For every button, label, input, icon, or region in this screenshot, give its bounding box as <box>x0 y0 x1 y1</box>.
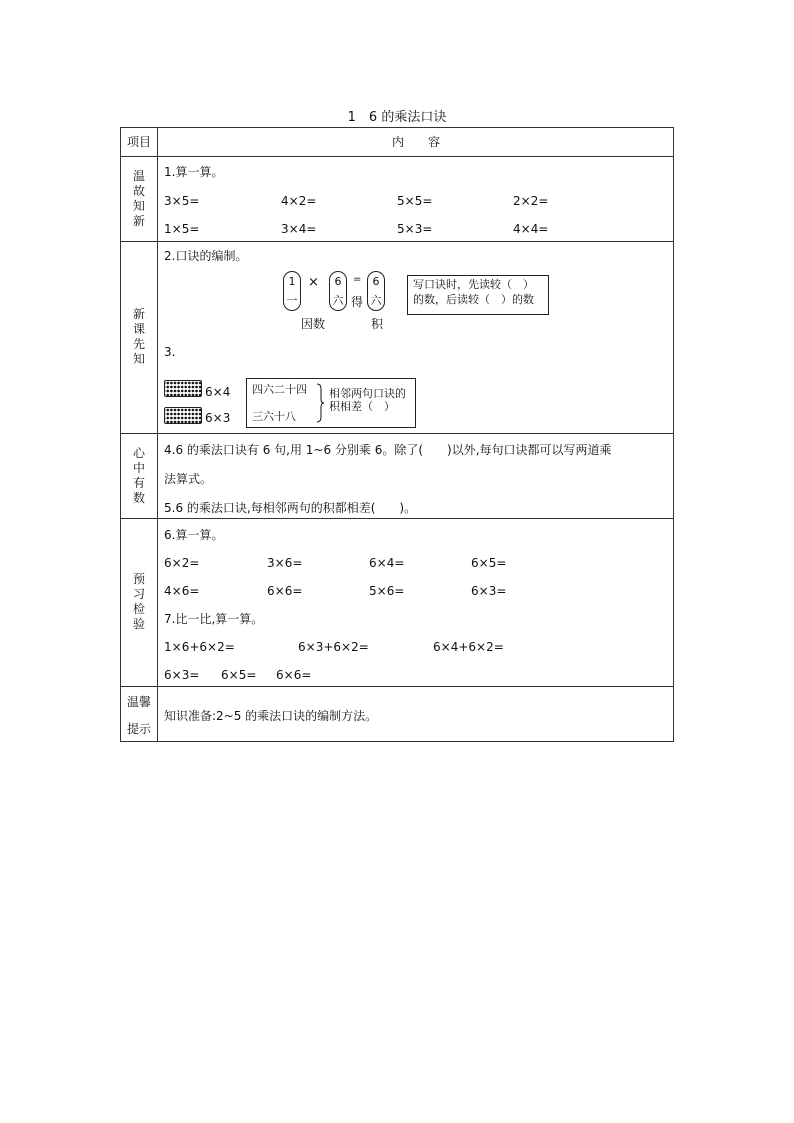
rhyme-line-1: 四六二十四 <box>252 383 307 396</box>
tip-label-bottom: 提示 <box>126 722 151 736</box>
factor-2-pill: 6 六 <box>329 271 347 311</box>
warmup-problem: 4×2= <box>281 194 317 208</box>
compare-problem: 6×3+6×2= <box>298 640 369 654</box>
warmup-problem: 4×4= <box>513 222 549 236</box>
question-4-line-2: 法算式。 <box>164 472 213 486</box>
row-divider <box>121 686 673 687</box>
warmup-problem: 3×5= <box>164 194 200 208</box>
factor-1-pill: 1 一 <box>283 271 301 311</box>
row-divider <box>121 156 673 157</box>
brace-icon <box>315 383 325 423</box>
question-7: 7.比一比,算一算。 <box>164 612 264 626</box>
mind-label: 心 中 有 数 <box>132 445 145 505</box>
header-item: 项目 <box>126 135 151 149</box>
row-divider <box>121 518 673 519</box>
check-problem: 6×6= <box>267 584 303 598</box>
warmup-heading: 1.算一算。 <box>164 165 224 179</box>
difference-question: 相邻两句口诀的 积相差（ ） <box>329 387 406 413</box>
tip-label-top: 温馨 <box>126 695 151 709</box>
warmup-problem: 5×3= <box>397 222 433 236</box>
check-label: 预 习 检 验 <box>132 572 145 631</box>
expression-6x4: 6×4 <box>205 385 231 399</box>
factor-label: 因数 <box>301 317 326 331</box>
row-divider <box>121 433 673 434</box>
page-title: 1 6 的乘法口诀 <box>347 110 447 125</box>
product-pill: 6 六 <box>367 271 385 311</box>
expression-6x3: 6×3 <box>205 411 231 425</box>
check-problem: 5×6= <box>369 584 405 598</box>
de-character: 得 <box>351 295 364 309</box>
question-5: 5.6 的乘法口诀,每相邻两句的积都相差( )。 <box>164 501 417 515</box>
question-2: 2.口诀的编制。 <box>164 249 248 263</box>
equals-sign: = <box>353 274 362 285</box>
question-4-line-1: 4.6 的乘法口诀有 6 句,用 1~6 分别乘 6。除了( )以外,每句口诀都可以写两道乘 <box>164 443 612 457</box>
warmup-problem: 2×2= <box>513 194 549 208</box>
dot-array-6x3 <box>164 407 202 424</box>
warmup-problem: 3×4= <box>281 222 317 236</box>
tip-text: 知识准备:2~5 的乘法口诀的编制方法。 <box>164 709 378 723</box>
warmup-problem: 1×5= <box>164 222 200 236</box>
preview-label: 新 课 先 知 <box>132 307 145 366</box>
warmup-problem: 5×5= <box>397 194 433 208</box>
question-6: 6.算一算。 <box>164 528 224 542</box>
worksheet-table <box>120 127 674 742</box>
check-problem: 6×2= <box>164 556 200 570</box>
question-3: 3. <box>164 345 176 359</box>
check-problem: 3×6= <box>267 556 303 570</box>
column-divider <box>157 128 158 741</box>
row-divider <box>121 241 673 242</box>
reading-hint-box: 写口诀时，先读较（ ） 的数，后读较（ ）的数 <box>407 275 549 315</box>
compare-problem: 6×4+6×2= <box>433 640 504 654</box>
header-content: 内 容 <box>391 135 440 149</box>
check-problem: 6×5= <box>471 556 507 570</box>
dot-array-6x4 <box>164 380 202 397</box>
product-label: 积 <box>371 317 384 331</box>
rhyme-line-2: 三六十八 <box>252 410 296 423</box>
check-problem: 6×3= <box>471 584 507 598</box>
compare-problem: 1×6+6×2= <box>164 640 235 654</box>
compare-problem: 6×5= <box>221 668 257 682</box>
compare-problem: 6×6= <box>276 668 312 682</box>
check-problem: 4×6= <box>164 584 200 598</box>
compare-problem: 6×3= <box>164 668 200 682</box>
rhyme-box <box>246 378 416 428</box>
warmup-label: 温 故 知 新 <box>132 168 145 228</box>
check-problem: 6×4= <box>369 556 405 570</box>
times-sign: × <box>308 275 319 290</box>
